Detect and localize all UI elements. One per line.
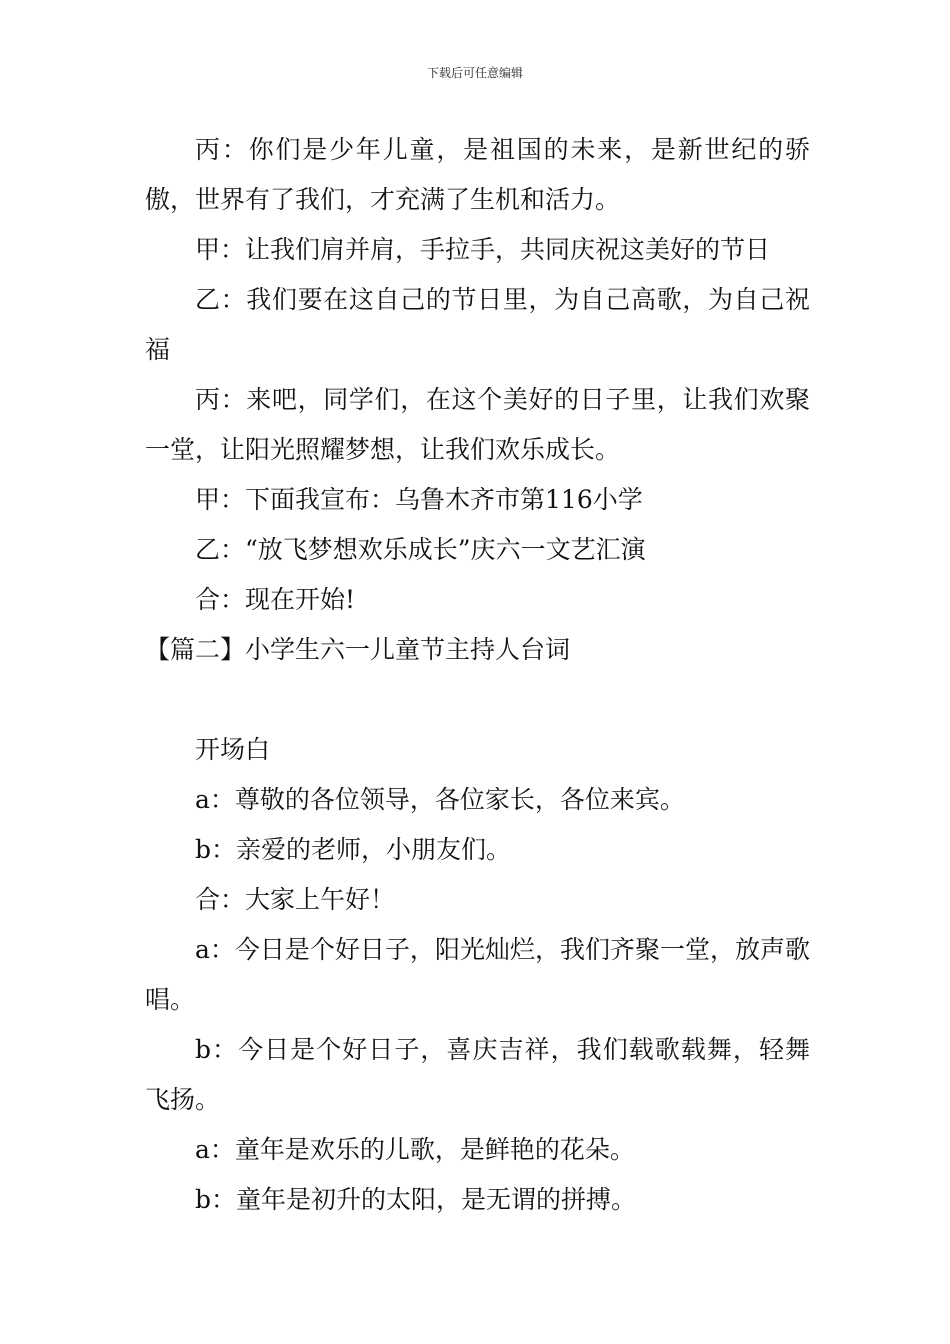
document-body — [145, 125, 810, 1225]
page-header: 下载后可任意编辑 — [426, 66, 523, 80]
paragraph: 合：大家上午好！ — [195, 885, 396, 914]
paragraph: 乙：“放飞梦想欢乐成长”庆六一文艺汇演 — [195, 535, 646, 564]
paragraph: a：今日是个好日子，阳光灿烂，我们齐聚一堂，放声歌唱。 — [145, 935, 810, 1014]
paragraph: 乙：我们要在这自己的节日里，为自己高歌，为自己祝福 — [145, 285, 810, 364]
paragraph: a：童年是欢乐的儿歌，是鲜艳的花朵。 — [195, 1135, 635, 1164]
paragraph: 开场白 — [195, 735, 271, 764]
paragraph: 丙：来吧，同学们，在这个美好的日子里，让我们欢聚一堂，让阳光照耀梦想，让我们欢乐成长。 — [145, 385, 810, 464]
paragraph: 丙：你们是少年儿童，是祖国的未来，是新世纪的骄傲，世界有了我们，才充满了生机和活力。 — [145, 135, 810, 214]
paragraph: a：尊敬的各位领导，各位家长，各位来宾。 — [195, 785, 685, 814]
paragraph: b：童年是初升的太阳，是无谓的拼搏。 — [195, 1185, 637, 1214]
paragraph: b：今日是个好日子，喜庆吉祥，我们载歌载舞，轻舞飞扬。 — [145, 1035, 810, 1114]
paragraph: 合：现在开始! — [195, 585, 356, 614]
paragraph: b：亲爱的老师，小朋友们。 — [195, 835, 512, 864]
section-title: 【篇二】小学生六一儿童节主持人台词 — [145, 635, 571, 664]
blank-line — [145, 675, 810, 725]
paragraph: 甲：下面我宣布：乌鲁木齐市第116小学 — [195, 485, 643, 514]
paragraph: 甲：让我们肩并肩，手拉手，共同庆祝这美好的节日 — [195, 235, 771, 264]
